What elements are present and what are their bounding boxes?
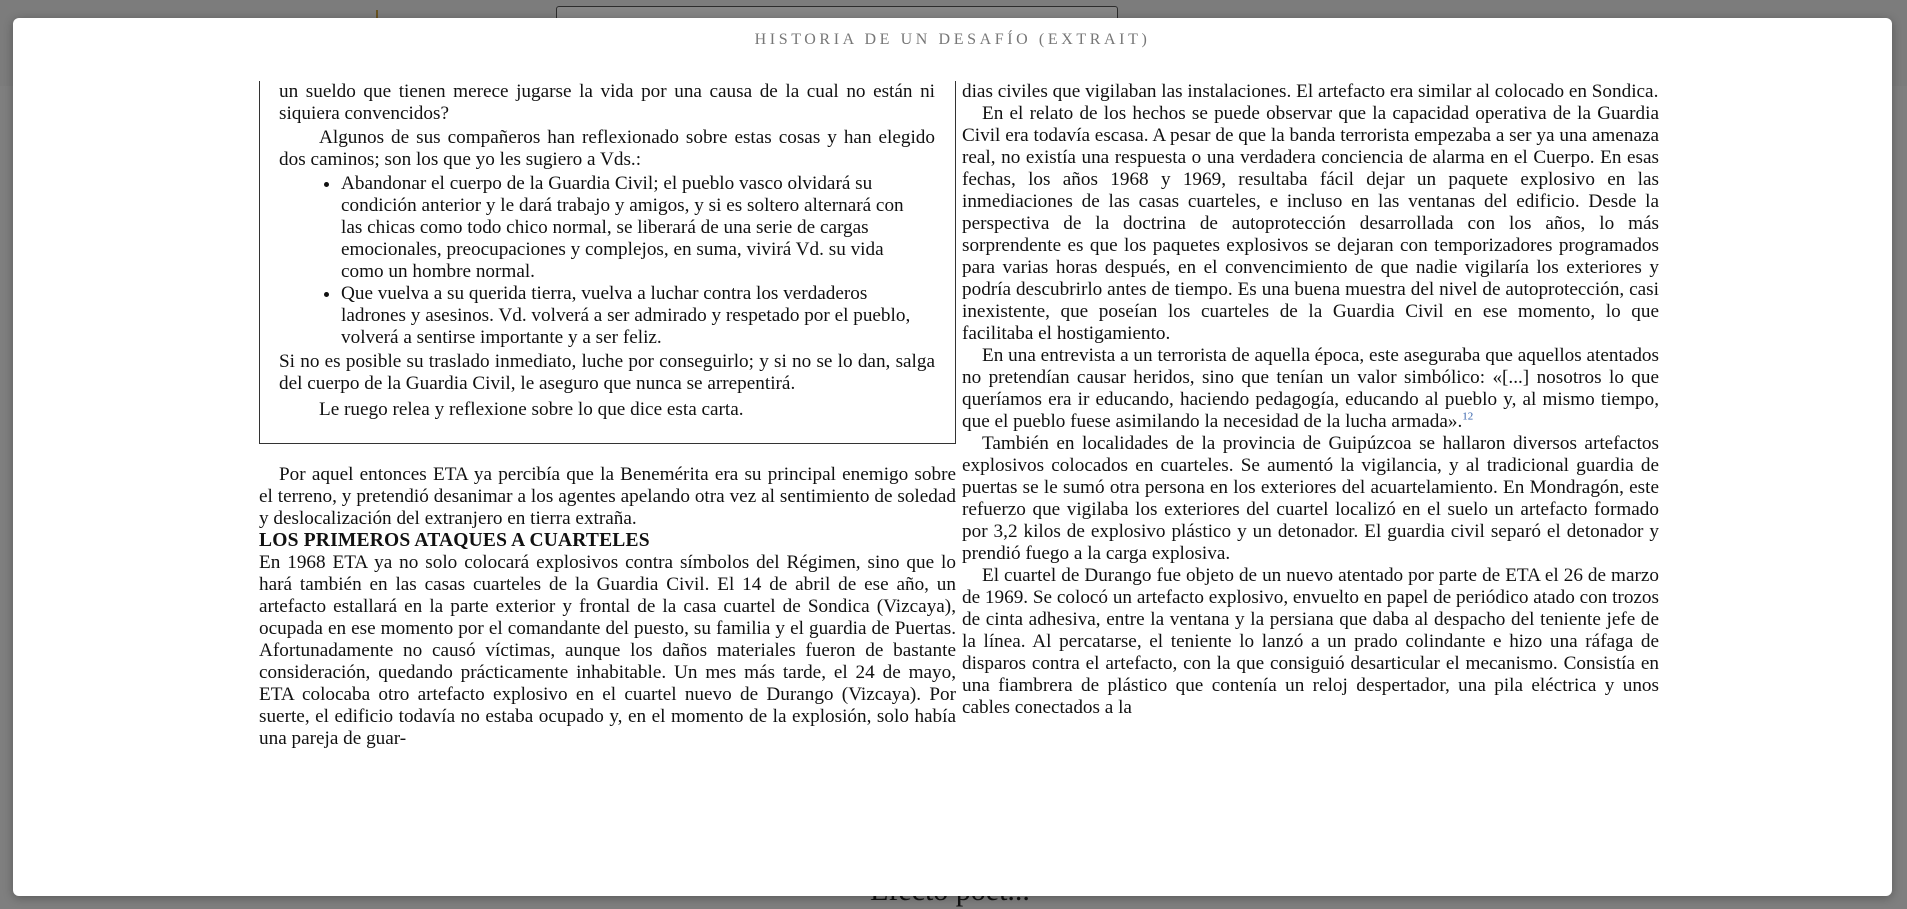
letter-bullet-item: • Abandonar el cuerpo de la Guardia Civil; el pueblo vasco olvidará su condición anterior y le dará trabajo y amigos, y si es soltero alternará con las chicas como todo chico normal, se liberará de una serie de cargas emocionales, preocupaciones y complejos, en suma, vivirá Vd. su vida como un hombre normal. <box>341 173 935 283</box>
footnote-link[interactable]: 12 <box>1462 410 1474 423</box>
modal-title: HISTORIA DE UN DESAFÍO (EXTRAIT) <box>754 31 1151 48</box>
left-column <box>259 81 956 750</box>
right-column <box>962 81 1659 719</box>
letter-paragraph: Si no es posible su traslado inmediato, luche por conseguirlo; y si no se lo dan, salga del cuerpo de la Guardia Civil, le aseguro que nunca se arrepentirá. <box>279 351 935 394</box>
letter-box <box>259 81 956 444</box>
excerpt-modal <box>13 18 1892 896</box>
letter-bullet-list <box>279 173 935 349</box>
body-paragraph: En el relato de los hechos se puede observar que la capacidad operativa de la Guardia Civil era todavía escasa. A pesar de que la banda terrorista empezaba a ser ya una amenaza real, no existía una respuesta o una verdadera conciencia de alarma en el Cuerpo. En esas fechas, los años 1968 y 1969, resultaba fácil dejar un paquete explosivo en las inmediaciones de las casas cuarteles, e incluso en las ventanas del edificio. Desde la perspectiva de la doctrina de autoprotección desarrollada con los años, lo más sorprendente es que los paquetes explosivos se dejaran con temporizadores programados para varias horas después, en el convencimiento de que nadie vigilaría los exteriores y podría descubrirlo antes de tiempo. Es una buena muestra del nivel de autoprotección, casi inexistente, que poseían los cuarteles de la Guardia Civil en ese momento, lo que facilitaba el hostigamiento. <box>962 103 1659 344</box>
letter-paragraph: un sueldo que tienen merece jugarse la vida por una causa de la cual no están ni siquiera convencidos? <box>279 81 935 124</box>
body-paragraph: También en localidades de la provincia de Guipúzcoa se hallaron diversos artefactos explosivos colocados en cuarteles. Se aumentó la vigilancia, y al tradicional guardia de puertas se le sumó otra persona en los exteriores del acuartelamiento. En Mondragón, este refuerzo que vigilaba los exteriores del cuartel localizó en el suelo un artefacto formado por 3,2 kilos de explosivo plástico y un detonador. El guardia civil separó el detonador y prendió fuego a la carga explosiva. <box>962 433 1659 564</box>
body-paragraph <box>962 345 1659 433</box>
letter-paragraph: Algunos de sus compañeros han reflexionado sobre estas cosas y han elegido dos caminos; son los que yo les sugiero a Vds.: <box>279 127 935 170</box>
body-paragraph: dias civiles que vigilaban las instalaciones. El artefacto era similar al colocado en Sondica. <box>962 81 1659 102</box>
section-heading: LOS PRIMEROS ATAQUES A CUARTELES <box>259 530 650 551</box>
body-paragraph: Por aquel entonces ETA ya percibía que la Benemérita era su principal enemigo sobre el terreno, y pretendió desanimar a los agentes apelando otra vez al sentimiento de soledad y deslocalización del extranjero en tierra extraña. <box>259 464 956 529</box>
body-paragraph: El cuartel de Durango fue objeto de un nuevo atentado por parte de ETA el 26 de marzo de 1969. Se colocó un artefacto explosivo, envuelto en papel de periódico atado con trozos de cinta adhesiva, entre la ventana y la persiana que daba al despacho del teniente jefe de la línea. Al percatarse, el teniente lo lanzó a un prado colindante e hizo una ráfaga de disparos contra el artefacto, con la que consiguió desarticular el mecanismo. Consistía en una fiambrera de plástico que contenía un reloj despertador, una pila eléctrica y unos cables conectados a la <box>962 565 1659 718</box>
body-paragraph-text: En una entrevista a un terrorista de aquella época, este aseguraba que aquellos atentados no pretendían causar heridos, sino que tenían un valor simbólico: «[...] nosotros lo que queríamos era ir educando, haciendo pedagogía, educando al pueblo y, al mismo tiempo, que el pueblo fuese asimilando la necesidad de la lucha armada». <box>962 345 1659 432</box>
letter-paragraph: Le ruego relea y reflexione sobre lo que dice esta carta. <box>319 399 744 420</box>
body-paragraph: En 1968 ETA ya no solo colocará explosivos contra símbolos del Régimen, sino que lo hará también en las casas cuarteles de la Guardia Civil. El 14 de abril de ese año, un artefacto estallará en la parte exterior y frontal de la casa cuartel de Sondica (Vizcaya), ocupada en ese momento por el comandante del puesto, su familia y el guardia de Puertas. Afortunadamente no causó víctimas, aunque los daños materiales fueron de bastante consideración, quedando prácticamente inhabitable. Un mes más tarde, el 24 de mayo, ETA colocaba otro artefacto explosivo en el cuartel nuevo de Durango (Vizcaya). Por suerte, el edificio todavía no estaba ocupado y, en el momento de la explosión, solo había una pareja de guar- <box>259 552 956 749</box>
letter-bullet-item: • Que vuelva a su querida tierra, vuelva a luchar contra los verdaderos ladrones y asesinos. Vd. volverá a ser admirado y respetado por el pueblo, volverá a sentirse importante y a ser feliz. <box>341 283 935 349</box>
